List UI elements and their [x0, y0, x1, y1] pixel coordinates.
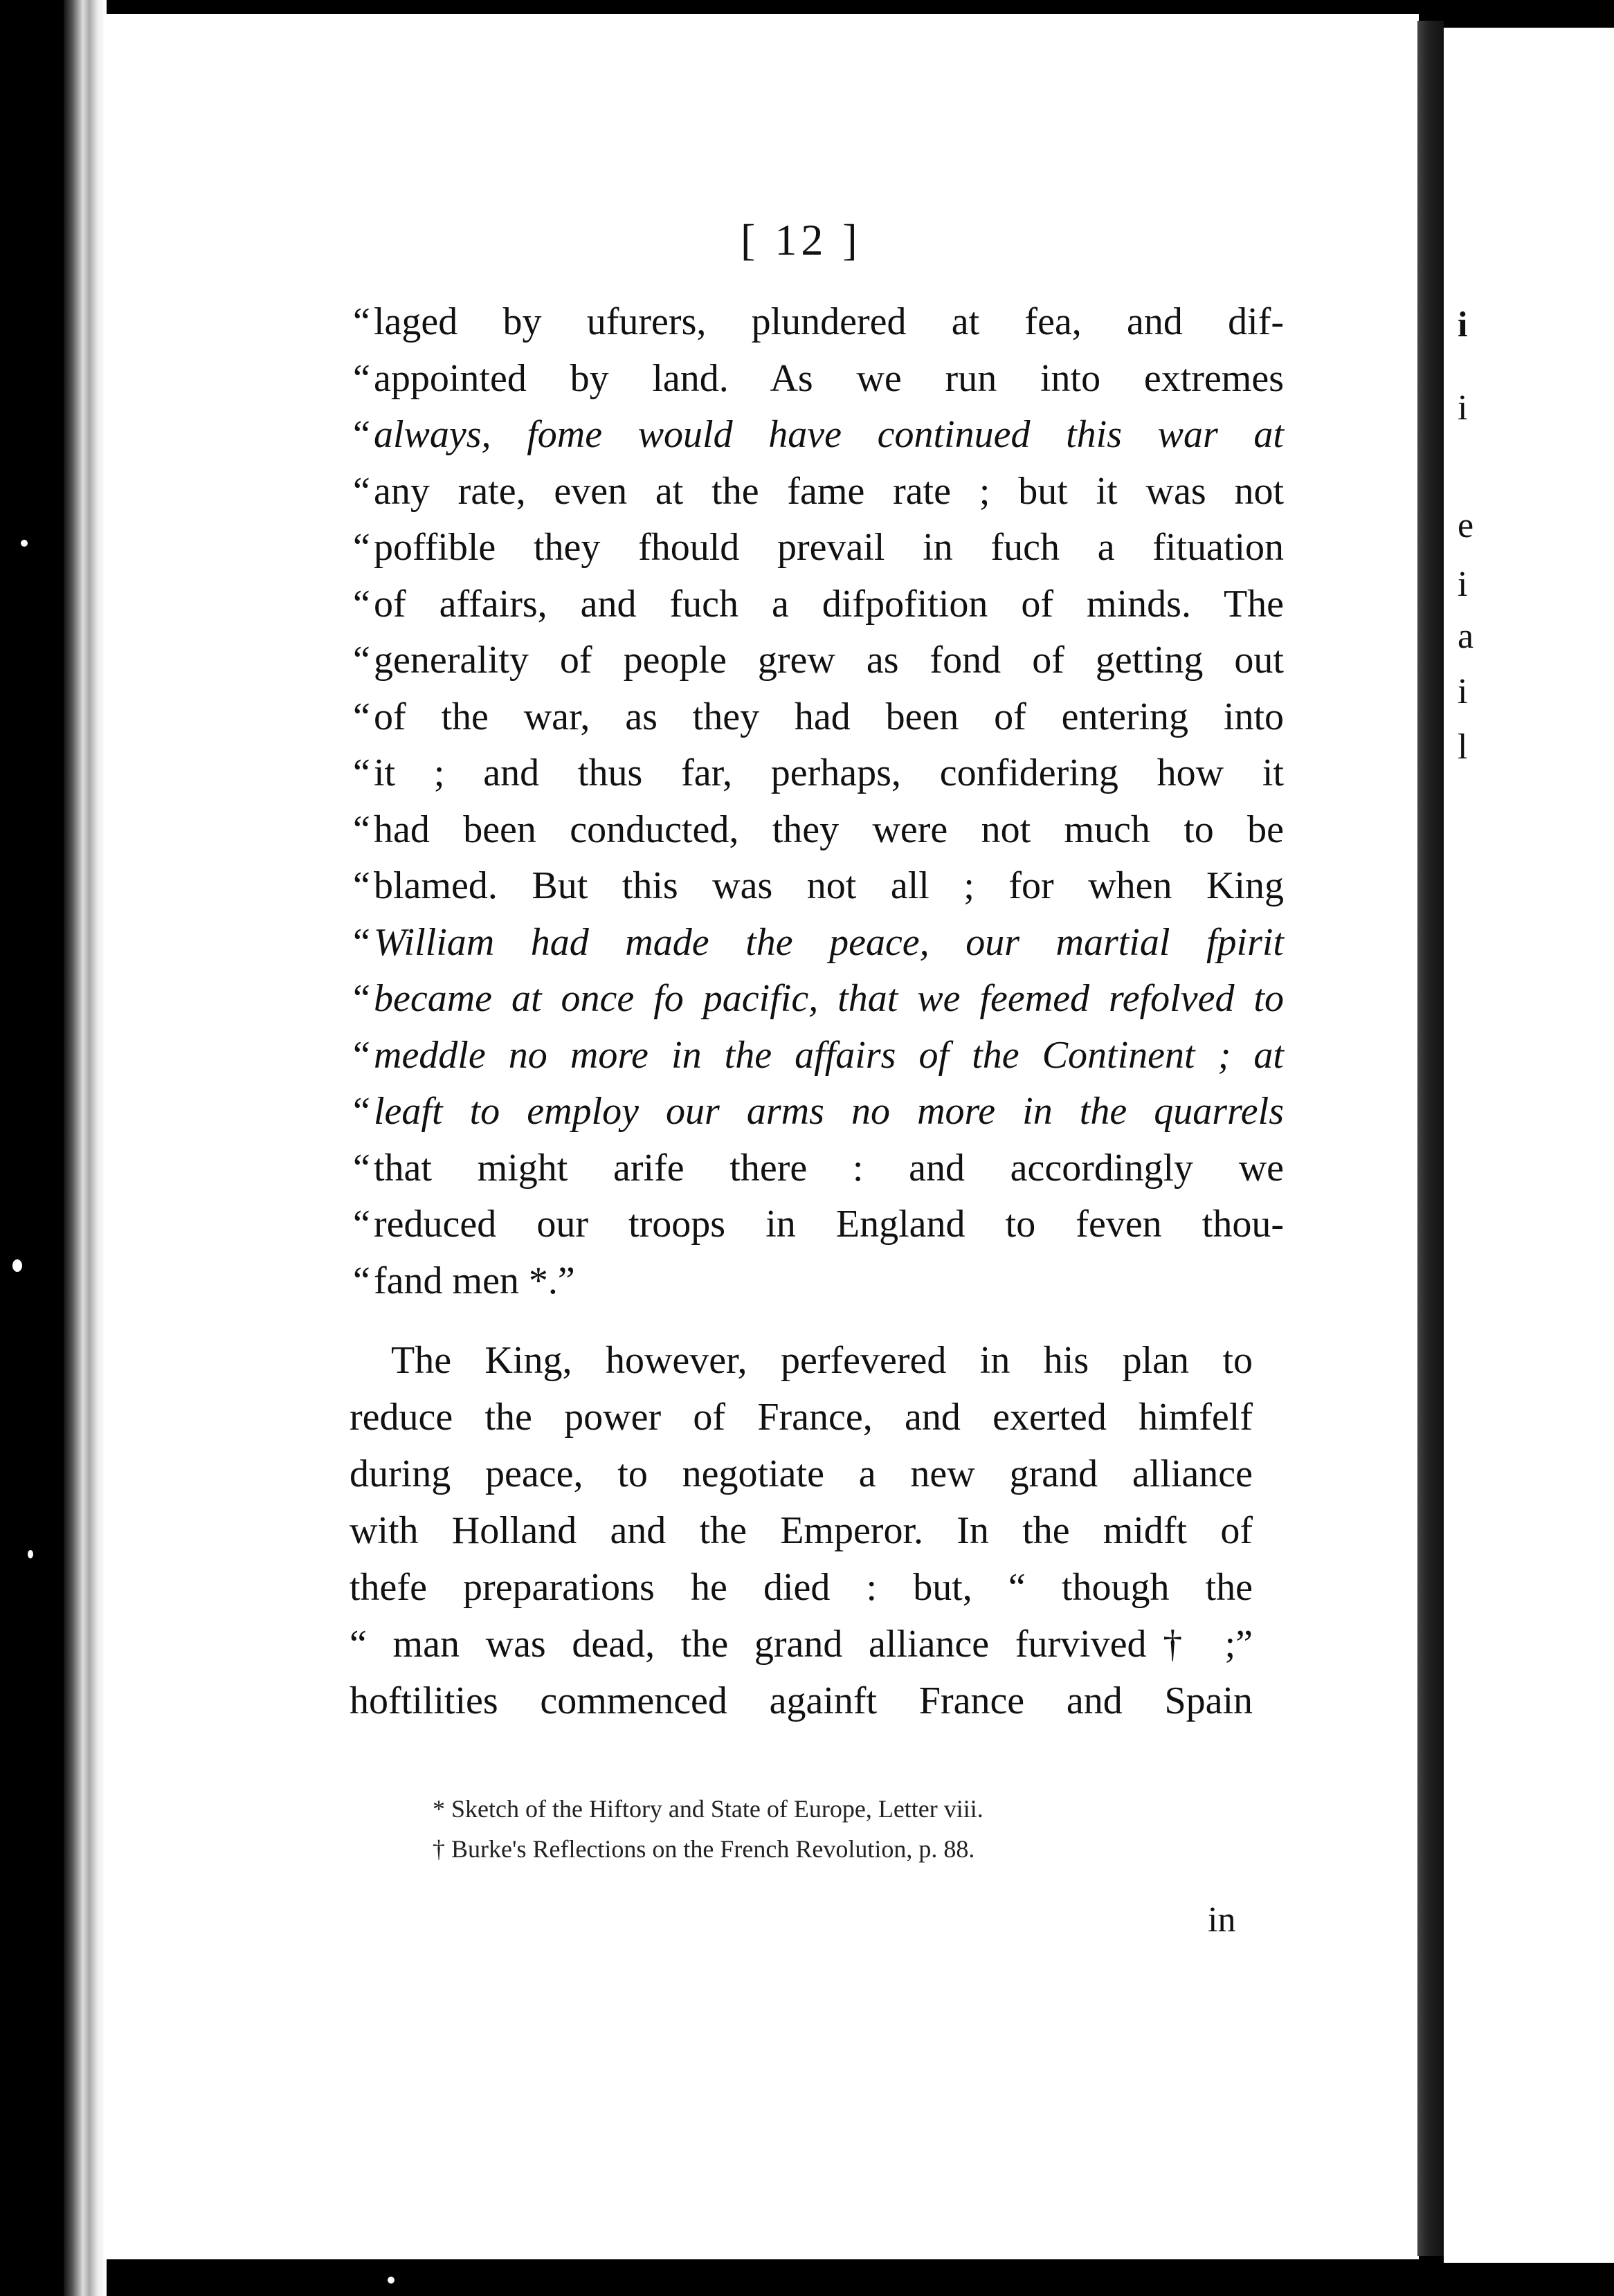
- quote-line: [353, 915, 1284, 972]
- book-gutter: [1417, 21, 1444, 2256]
- quote-mark: “: [353, 977, 370, 1020]
- quote-mark: “: [353, 1259, 370, 1302]
- quote-mark: “: [353, 582, 370, 626]
- footnote: * Sketch of the Hiftory and State of Europe, Letter viii.: [433, 1795, 983, 1823]
- facing-page-letter: a: [1458, 617, 1474, 656]
- scan-speck: [12, 1259, 22, 1272]
- paragraph-line: “ man was dead, the grand alliance furvived† ;”: [350, 1623, 1253, 1666]
- quote-line: [353, 1253, 1284, 1310]
- quote-mark: “: [353, 300, 370, 343]
- quote-line: [353, 802, 1284, 859]
- quote-line-text: became at once fo pacific, that we feemed refolved to: [374, 977, 1284, 1020]
- facing-page-letter: i: [1458, 388, 1468, 428]
- quote-line: [353, 971, 1284, 1028]
- scan-speck: [28, 1550, 33, 1558]
- quote-mark: “: [353, 356, 370, 400]
- quote-line-text: fand men *.”: [374, 1259, 575, 1302]
- quote-line-text: generality of people grew as fond of getting out: [374, 639, 1284, 682]
- quote-line-text: had been conducted, they were not much to be: [374, 808, 1284, 851]
- quote-line-text: meddle no more in the affairs of the Continent ; at: [374, 1033, 1284, 1077]
- quote-line: [353, 520, 1284, 576]
- quote-line-text: laged by ufurers, plundered at fea, and dif-: [374, 300, 1284, 343]
- quote-mark: “: [353, 1090, 370, 1133]
- facing-page-letter: l: [1458, 727, 1468, 767]
- left-page-edges: [64, 0, 107, 2296]
- quote-mark: “: [353, 808, 370, 851]
- quote-mark: “: [353, 751, 370, 794]
- quote-line-text: of affairs, and fuch a difpofition of minds. The: [374, 582, 1284, 626]
- paragraph-line: with Holland and the Emperor. In the midft of: [350, 1509, 1253, 1552]
- body-paragraph: [350, 1332, 1253, 1729]
- quote-line-text: appointed by land. As we run into extremes: [374, 356, 1284, 400]
- quote-mark: “: [353, 1033, 370, 1077]
- paragraph-line: hoftilities commenced againft France and Spain: [350, 1679, 1253, 1722]
- paragraph-line: thefe preparations he died : but, “ though the: [350, 1566, 1253, 1609]
- quote-mark: “: [353, 1203, 370, 1246]
- quote-mark: “: [353, 469, 370, 513]
- quote-line-text: that might arife there : and accordingly we: [374, 1146, 1284, 1190]
- paragraph-line: The King, however, perfevered in his plan to: [391, 1339, 1253, 1382]
- quote-mark: “: [353, 1146, 370, 1190]
- quote-mark: “: [353, 413, 370, 456]
- quoted-passage: [353, 294, 1284, 1309]
- quote-line-text: it ; and thus far, perhaps, confidering how it: [374, 751, 1284, 794]
- quote-line-text: leaft to employ our arms no more in the quarrels: [374, 1090, 1284, 1133]
- quote-line-text: William had made the peace, our martial fpirit: [374, 920, 1284, 964]
- quote-line: [353, 1196, 1284, 1253]
- facing-page-letter: i: [1458, 565, 1468, 604]
- quote-line-text: of the war, as they had been of entering into: [374, 695, 1284, 738]
- quote-line: [353, 294, 1284, 351]
- quote-line-text: blamed. But this was not all ; for when King: [374, 864, 1284, 907]
- quote-line: [353, 745, 1284, 802]
- quote-line: [353, 632, 1284, 689]
- facing-page-letter: e: [1458, 506, 1474, 545]
- scan-speck: [388, 2277, 395, 2284]
- quote-line: [353, 464, 1284, 520]
- quote-mark: “: [353, 639, 370, 682]
- footnotes: [433, 1789, 1194, 1869]
- facing-page-fragment: [1444, 28, 1614, 2263]
- scan-speck: [21, 540, 28, 547]
- quote-mark: “: [353, 526, 370, 569]
- page-number: [ 12 ]: [741, 215, 862, 264]
- facing-page-letter: i: [1458, 672, 1468, 711]
- quote-line: [353, 1028, 1284, 1084]
- quote-line-text: reduced our troops in England to feven thou-: [374, 1203, 1284, 1246]
- quote-line: [353, 1084, 1284, 1140]
- quote-line: [353, 689, 1284, 746]
- quote-line: [353, 407, 1284, 464]
- quote-line-text: poffible they fhould prevail in fuch a fituation: [374, 526, 1284, 569]
- quote-line-text: always, fome would have continued this war at: [374, 413, 1284, 456]
- quote-line: [353, 858, 1284, 915]
- quote-line: [353, 351, 1284, 408]
- catchword: in: [1208, 1900, 1236, 1940]
- paragraph-line: during peace, to negotiate a new grand alliance: [350, 1452, 1253, 1495]
- quote-mark: “: [353, 695, 370, 738]
- footnote: † Burke's Reflections on the French Revolution, p. 88.: [433, 1835, 975, 1863]
- paragraph-line: reduce the power of France, and exerted himfelf: [350, 1396, 1253, 1439]
- quote-line-text: any rate, even at the fame rate ; but it was not: [374, 469, 1284, 513]
- quote-mark: “: [353, 864, 370, 907]
- facing-page-letter: i: [1458, 305, 1468, 345]
- quote-line: [353, 1140, 1284, 1197]
- quote-mark: “: [353, 920, 370, 964]
- quote-line: [353, 576, 1284, 633]
